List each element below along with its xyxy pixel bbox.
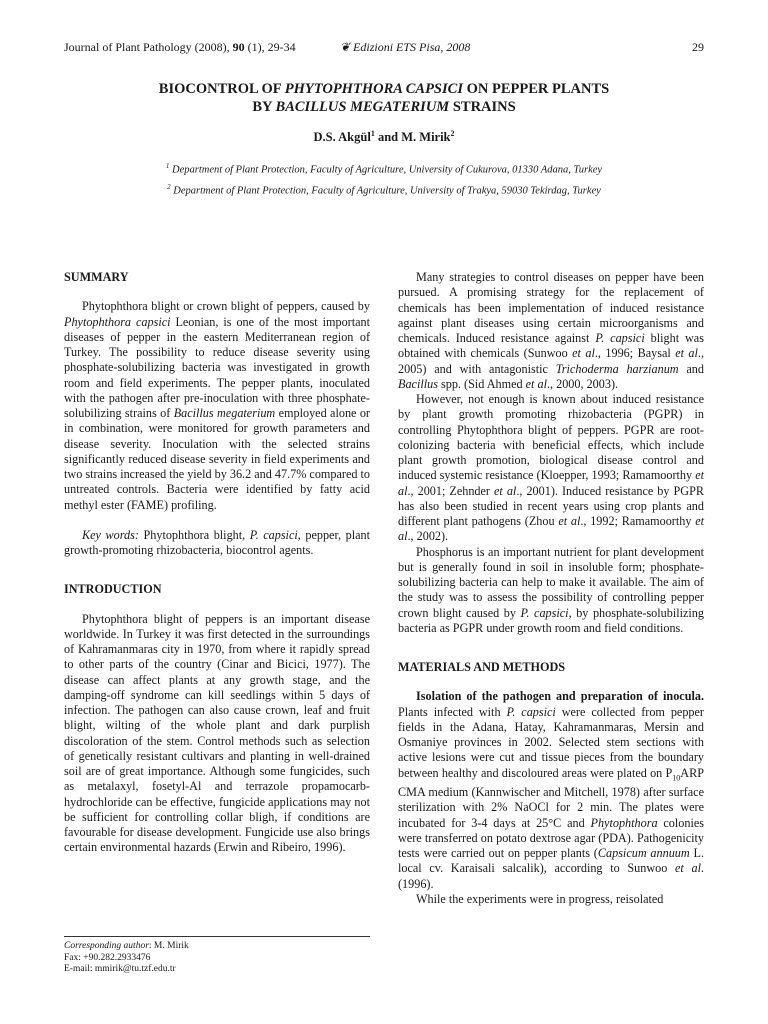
- methods-paragraph-1: Isolation of the pathogen and preparation of inocula. Plants infected with P. capsici were collected from pepper fields in the Adana, Hatay, Kahramanmaras, Mersin and Osmaniye provinces in 2002. Selected stem sections with active lesions were cut and tissue pieces from the boundary between healthy and discoloured areas were plated on $P_{10}ARP$ CMA medium (Kannwischer and Mitchell, 1978) after surface sterilization with 2% NaOCl for 2 min. The plates were incubated for 3-4 days at 25°C and Phytophthora colonies were transferred on potato dextrose agar (PDA). Pathogenicity tests were carried out on pepper plants (Capsicum annuum L. local cv. Karaisali salcalik), according to Sunwoo et al. (1996).: [398, 689, 704, 891]
- left-column: [64, 270, 370, 856]
- summary-heading: SUMMARY: [64, 270, 129, 284]
- page-number: 29: [692, 40, 704, 54]
- intro-paragraph-4: Phosphorus is an important nutrient for plant development but is generally found in soil in insoluble form; phosphate-solubilizing bacteria can help to make it available. The aim of the study was to assess the possibility of controlling pepper crown blight caused by P. capsici, by phosphate-solubilizing bacteria as PGPR under growth room and field conditions.: [398, 544, 704, 635]
- author-email: E-mail: mmirik@tu.tzf.edu.tr: [64, 964, 176, 974]
- keywords: Key words: Phytophthora blight, P. capsici, pepper, plant growth-promoting rhizobacteria, biocontrol agents.: [64, 527, 370, 557]
- running-header: [64, 40, 704, 55]
- summary-paragraph: Phytophthora blight or crown blight of peppers, caused by Phytophthora capsici Leonian, is one of the most important diseases of pepper in the eastern Mediterranean region of Turkey. The possibility to reduce disease severity using phosphate-solubilizing bacteria was investigated in growth room and field experiments. The pepper plants, inoculated with the pathogen after pre-inoculation with three phosphate-solubilizing strains of Bacillus megaterium employed alone or in combination, were monitored for growth parameters and disease severity. Inoculation with the selected strains significantly reduced disease severity in field experiments and two strains increased the yield by 36.2 and 47.7% compared to untreated controls. Bacteria were identified by fatty acid methyl ester (FAME) profiling.: [64, 299, 370, 512]
- methods-paragraph-2: While the experiments were in progress, reisolated: [416, 891, 664, 906]
- affiliation-2: $^2$ Department of Plant Protection, Faculty of Agriculture, University of Trakya, 59030 Tekirdag, Turkey: [167, 182, 601, 196]
- intro-paragraph-1: Phytophthora blight of peppers is an important disease worldwide. In Turkey it was first detected in the surroundings of Kahramanmaras city in 1970, from where it rapidly spread to other parts of the country (Cinar and Bicici, 1977). The disease can affect plants at any growth stage, and the damping-off syndrome can kill seedlings within 5 days of infection. The pathogen can also cause crown, leaf and fruit blight, wilting of the whole plant and dark purplish discoloration of the stem. Control methods such as selection of genetically resistant cultivars and planting in well-drained soil are of great importance. Although some fungicides, such as metalaxyl, fosetyl-Al and terrazole propamocarb-hydrochloride can be effective, fungicide applications may not be sufficient for controlling collar bligh, if conditions are favourable for disease development. Fungicide use also brings certain environmental hazards (Erwin and Ribeiro, 1996).: [64, 611, 370, 855]
- affiliations: [64, 158, 704, 199]
- paper-title: BIOCONTROL OF PHYTOPHTHORA CAPSICI ON PEPPER PLANTS BY BACILLUS MEGATERIUM STRAINS: [158, 81, 610, 115]
- introduction-heading: INTRODUCTION: [64, 582, 162, 597]
- methods-heading: MATERIALS AND METHODS: [398, 660, 566, 674]
- intro-paragraph-2: Many strategies to control diseases on pepper have been pursued. A promising strategy for the replacement of chemicals has been implementation of induced resistance against plant diseases using certain microorganisms and chemicals. Induced resistance against P. capsici blight was obtained with chemicals (Sunwoo et al., 1996; Baysal et al., 2005) and with antagonistic Trichoderma harzianum and Bacillus spp. (Sid Ahmed et al., 2000, 2003).: [398, 270, 704, 391]
- intro-paragraph-3: However, not enough is known about induced resistance by plant growth promoting rhizobacteria (PGPR) in controlling Phytophthora blight of peppers. PGPR are root-colonizing bacteria with beneficial effects, which include plant growth promotion, biological disease control and induced systemic resistance (Kloepper, 1993; Ramamoorthy et al., 2001; Zehnder et al., 2001). Induced resistance by PGPR has also been studied in recent years using crop plants and different plant pathogens (Zhou et al., 1992; Ramamoorthy et al., 2002).: [398, 392, 704, 544]
- right-column: [398, 270, 704, 907]
- corresponding-author-footnote: Corresponding author: M. Mirik Fax: +90.282.2933476 E-mail: mmirik@tu.tzf.edu.tr: [64, 936, 370, 976]
- publisher-line: ❦ Edizioni ETS Pisa, 2008: [340, 40, 471, 54]
- author-list: D.S. Akgül$^1$ and M. Mirik$^2$: [313, 129, 455, 145]
- affiliation-1: $^1$ Department of Plant Protection, Faculty of Agriculture, University of Cukurova, 01330 Adana, Turkey: [165, 162, 603, 176]
- journal-citation: Journal of Plant Pathology (2008), 90 (1), 29-34: [64, 40, 296, 54]
